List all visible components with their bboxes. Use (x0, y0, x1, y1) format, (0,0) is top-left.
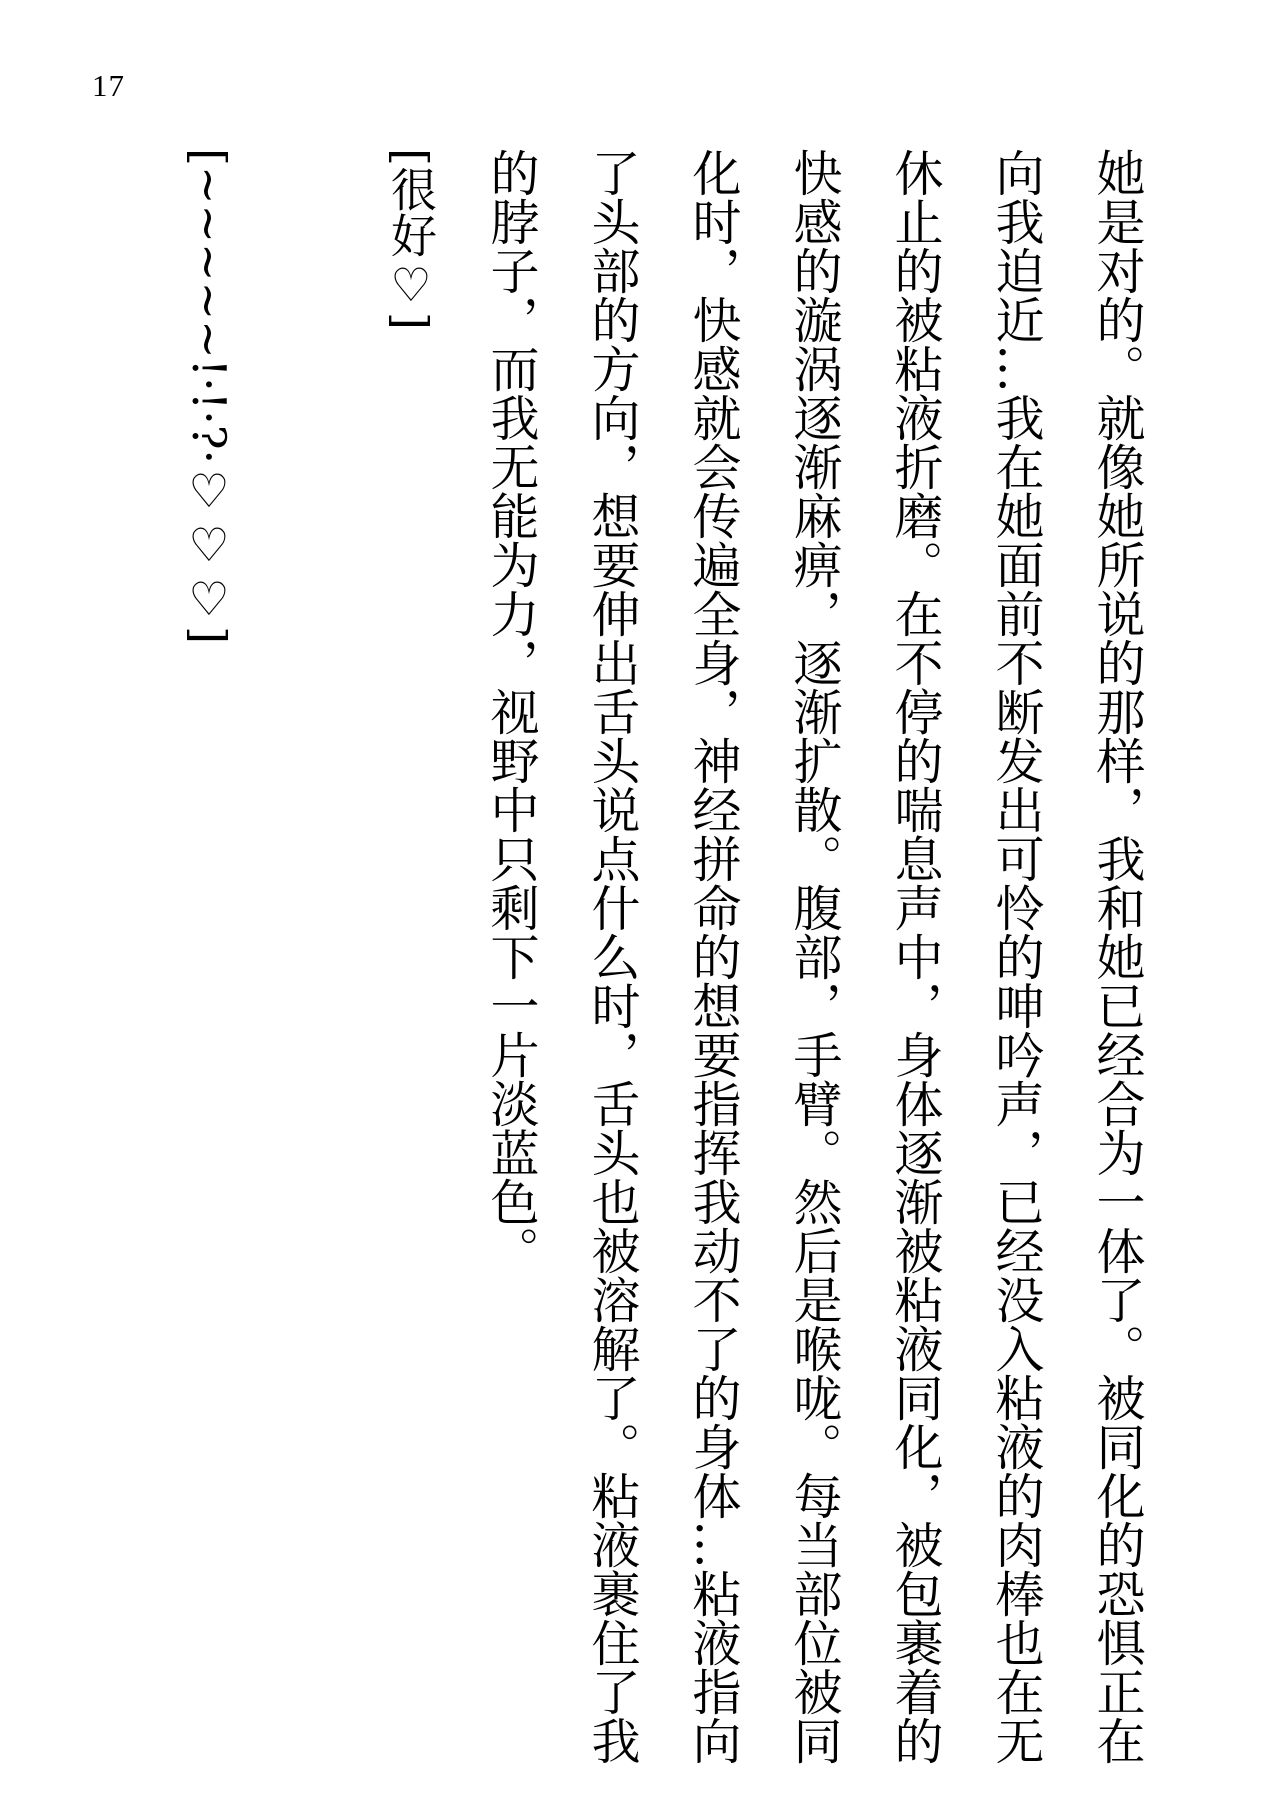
paragraph: 她是对的。就像她所说的那样，我和她已经合为一体了。被同化的恐惧正在向我迫近…我在她面前不断发出可怜的呻吟声，已经没入粘液的肉棒也在无休止的被粘液折磨。在不停的喘息声中，身体逐渐被粘液同化，被包裹着的快感的漩涡逐渐麻痹，逐渐扩散。腹部，手臂。然后是喉咙。每当部位被同化时，快感就会传遍全身，神经拼命的想要指挥我动不了的身体…粘液指向了头部的方向，想要伸出舌头说点什么时，舌头也被溶解了。粘液裹住了我的脖子，而我无能为力，视野中只剩下一片淡蓝色。 (483, 148, 1146, 1765)
dialogue-line: [很好♡] (384, 148, 438, 330)
page-number: 17 (92, 68, 125, 103)
body-text (158, 148, 1168, 1768)
dialogue-line: [~~~~~!·!·?·♡♡♡] (182, 148, 236, 645)
